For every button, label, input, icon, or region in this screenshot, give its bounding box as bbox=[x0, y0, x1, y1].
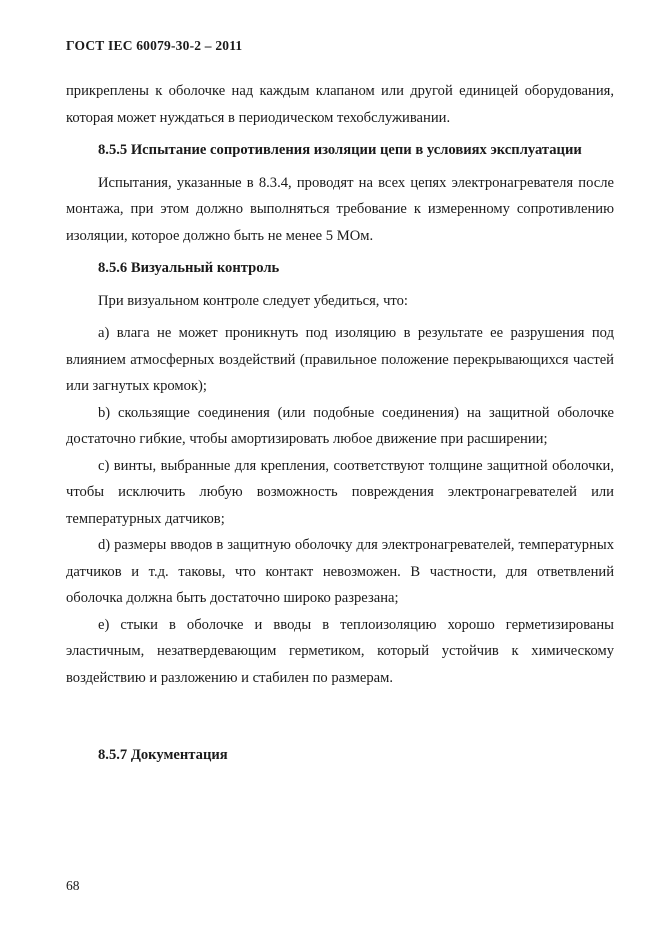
list-item-b: b) скользящие соединения (или подобные соединения) на защитной оболочке достаточно гибкие, чтобы амортизировать любое движение при расширении; bbox=[66, 404, 614, 447]
running-header: ГОСТ IEC 60079-30-2 – 2011 bbox=[66, 38, 243, 53]
paragraph-continuation: прикреплены к оболочке над каждым клапаном или другой единицей оборудования, которая может нуждаться в периодическом техобслуживании. bbox=[66, 83, 614, 126]
section-heading-8-5-6: 8.5.6 Визуальный контроль bbox=[98, 260, 280, 276]
list-item-e: е) стыки в оболочке и вводы в теплоизоляцию хорошо герметизированы эластичным, незатвердевающим герметиком, который устойчив к химическому воздействию и разложению и стабилен по размерам. bbox=[66, 616, 614, 686]
page-number: 68 bbox=[66, 878, 80, 893]
paragraph-visual-intro: При визуальном контроле следует убедиться, что: bbox=[98, 292, 408, 309]
list-item-c: с) винты, выбранные для крепления, соответствуют толщине защитной оболочки, чтобы исключить любую возможность повреждения электронагревателей или температурных датчиков; bbox=[66, 457, 614, 527]
list-item-a: а) влага не может проникнуть под изоляцию в результате ее разрушения под влиянием атмосферных воздействий (правильное положение перекрывающихся частей или загнутых кромок); bbox=[66, 325, 614, 394]
section-heading-8-5-7: 8.5.7 Документация bbox=[98, 747, 228, 763]
document-body bbox=[66, 78, 614, 769]
paragraph-insulation-test: Испытания, указанные в 8.3.4, проводят на всех цепях электронагревателя после монтажа, при этом должно выполняться требование к измеренному сопротивлению изоляции, которое должно быть не менее 5 МОм. bbox=[66, 174, 614, 244]
section-heading-8-5-5: 8.5.5 Испытание сопротивления изоляции цепи в условиях эксплуатации bbox=[98, 142, 582, 158]
list-item-d: d) размеры вводов в защитную оболочку для электронагревателей, температурных датчиков и т.д. таковы, что контакт невозможен. В частности, для ответвлений оболочка должна быть достаточно широко разрезана; bbox=[66, 537, 614, 606]
